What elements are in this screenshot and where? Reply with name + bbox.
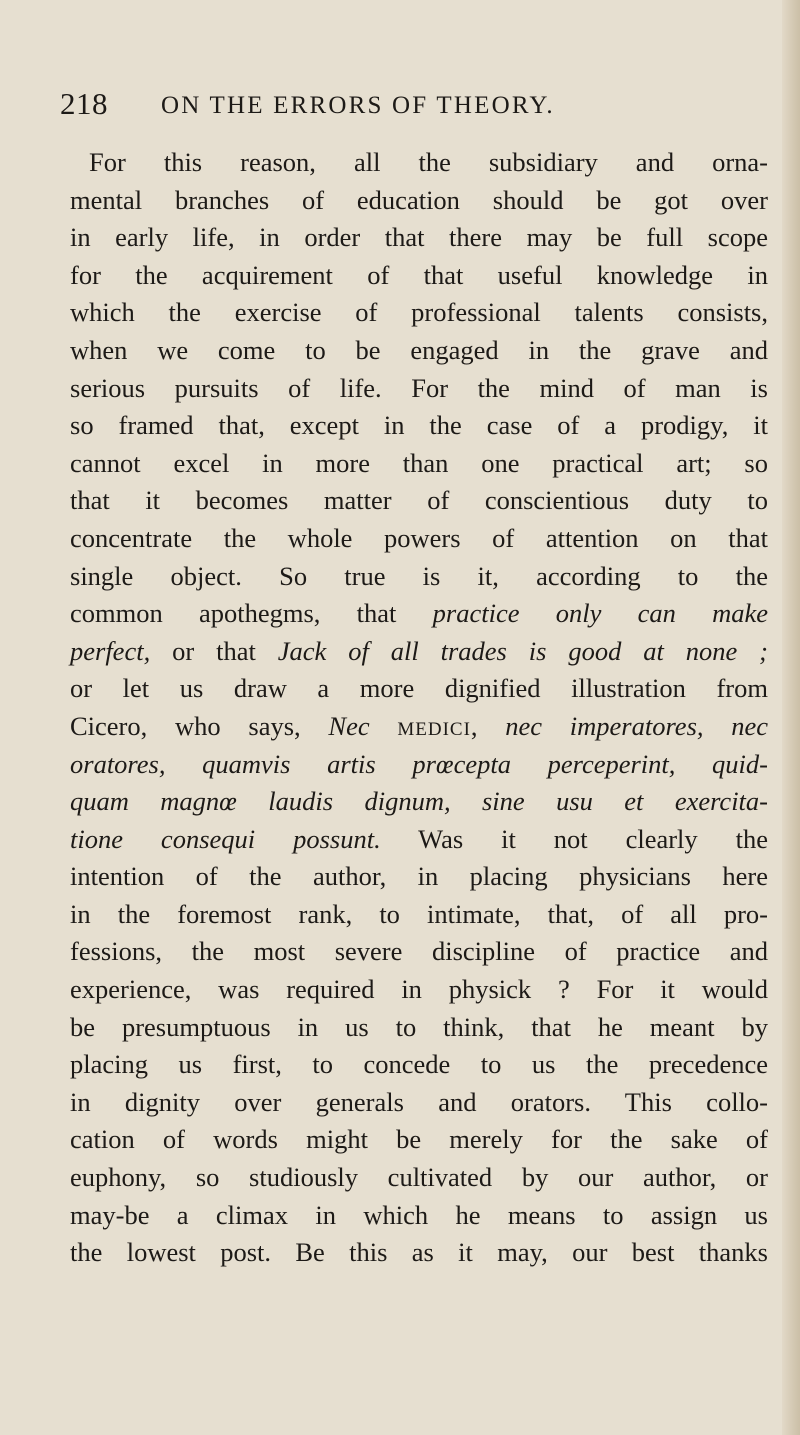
text-segment: be presumptuous in us to think, that he meant by bbox=[70, 1011, 768, 1042]
text-line bbox=[70, 858, 768, 896]
text-line bbox=[70, 821, 768, 859]
text-segment: concentrate the whole powers of attention on that bbox=[70, 522, 768, 553]
text-line bbox=[70, 1234, 768, 1272]
page-number: 218 bbox=[60, 86, 108, 121]
text-line bbox=[70, 783, 768, 821]
text-line bbox=[70, 520, 768, 558]
text-segment: mental branches of education should be got over bbox=[70, 184, 768, 215]
small-caps-text: medici bbox=[397, 710, 471, 741]
text-segment: intention of the author, in placing physicians here bbox=[70, 861, 768, 892]
text-segment: serious pursuits of life. For the mind of man is bbox=[70, 372, 768, 403]
text-line bbox=[70, 257, 768, 295]
text-segment: the lowest post. Be this as it may, our best thanks bbox=[70, 1237, 768, 1268]
text-segment: which the exercise of professional talents consists, bbox=[70, 297, 768, 328]
italic-text: Jack of all trades is good at none ; bbox=[277, 635, 769, 666]
text-segment: that it becomes matter of conscientious duty to bbox=[70, 485, 768, 516]
italic-text: tione consequi possunt. bbox=[70, 823, 381, 854]
page-header bbox=[60, 86, 760, 130]
text-segment: in dignity over generals and orators. This collo- bbox=[70, 1086, 768, 1117]
text-line bbox=[70, 182, 768, 220]
italic-text: oratores, quamvis artis prœcepta perceperint, quid- bbox=[70, 748, 768, 779]
text-segment: or that bbox=[150, 635, 278, 666]
text-line bbox=[70, 219, 768, 257]
text-line bbox=[70, 445, 768, 483]
text-segment: cannot excel in more than one practical art; so bbox=[70, 447, 768, 478]
text-line bbox=[70, 633, 768, 671]
text-line bbox=[70, 407, 768, 445]
text-segment: or let us draw a more dignified illustration from bbox=[70, 673, 768, 704]
text-segment: so framed that, except in the case of a prodigy, it bbox=[70, 410, 768, 441]
running-title: ON THE ERRORS OF THEORY. bbox=[161, 92, 555, 119]
text-line bbox=[70, 1197, 768, 1235]
italic-text: practice only can make bbox=[432, 598, 768, 629]
italic-text: quam magnœ laudis dignum, sine usu et exercita- bbox=[70, 786, 768, 817]
text-line bbox=[70, 144, 768, 182]
text-line bbox=[70, 1159, 768, 1197]
text-segment: common apothegms, that bbox=[70, 598, 433, 629]
italic-text: nec imperatores, nec bbox=[505, 710, 769, 741]
text-line bbox=[70, 670, 768, 708]
text-line bbox=[70, 971, 768, 1009]
text-segment: , bbox=[470, 710, 506, 741]
text-line bbox=[70, 1046, 768, 1084]
text-segment bbox=[370, 711, 398, 741]
text-segment: cation of words might be merely for the sake of bbox=[70, 1124, 768, 1155]
text-segment: experience, was required in physick ? For it would bbox=[70, 974, 768, 1005]
text-line bbox=[70, 595, 768, 633]
text-segment: Was it not clearly the bbox=[380, 823, 768, 854]
body-text bbox=[70, 144, 768, 1272]
italic-text: Nec bbox=[328, 710, 370, 741]
text-segment: single object. So true is it, according to the bbox=[70, 560, 768, 591]
text-segment: For this reason, all the subsidiary and orna- bbox=[89, 147, 768, 177]
text-line bbox=[70, 708, 768, 746]
text-line bbox=[70, 933, 768, 971]
text-segment: in the foremost rank, to intimate, that, of all pro- bbox=[70, 898, 768, 929]
text-line bbox=[70, 370, 768, 408]
text-line bbox=[70, 1121, 768, 1159]
text-line bbox=[70, 294, 768, 332]
text-segment: Cicero, who says, bbox=[70, 710, 329, 741]
text-segment: euphony, so studiously cultivated by our author, or bbox=[70, 1162, 768, 1193]
text-line bbox=[70, 332, 768, 370]
text-segment: placing us first, to concede to us the precedence bbox=[70, 1049, 768, 1080]
text-line bbox=[70, 1009, 768, 1047]
page-edge-shadow bbox=[782, 0, 800, 1435]
text-segment: for the acquirement of that useful knowledge in bbox=[70, 259, 768, 290]
italic-text: perfect, bbox=[70, 635, 151, 666]
text-segment: fessions, the most severe discipline of practice and bbox=[70, 936, 768, 967]
text-segment: when we come to be engaged in the grave and bbox=[70, 334, 768, 365]
text-line bbox=[70, 746, 768, 784]
text-line bbox=[70, 896, 768, 934]
text-line bbox=[70, 1084, 768, 1122]
text-line bbox=[70, 482, 768, 520]
text-segment: in early life, in order that there may be full scope bbox=[70, 222, 768, 253]
text-line bbox=[70, 558, 768, 596]
text-segment: may-be a climax in which he means to assign us bbox=[70, 1199, 768, 1230]
